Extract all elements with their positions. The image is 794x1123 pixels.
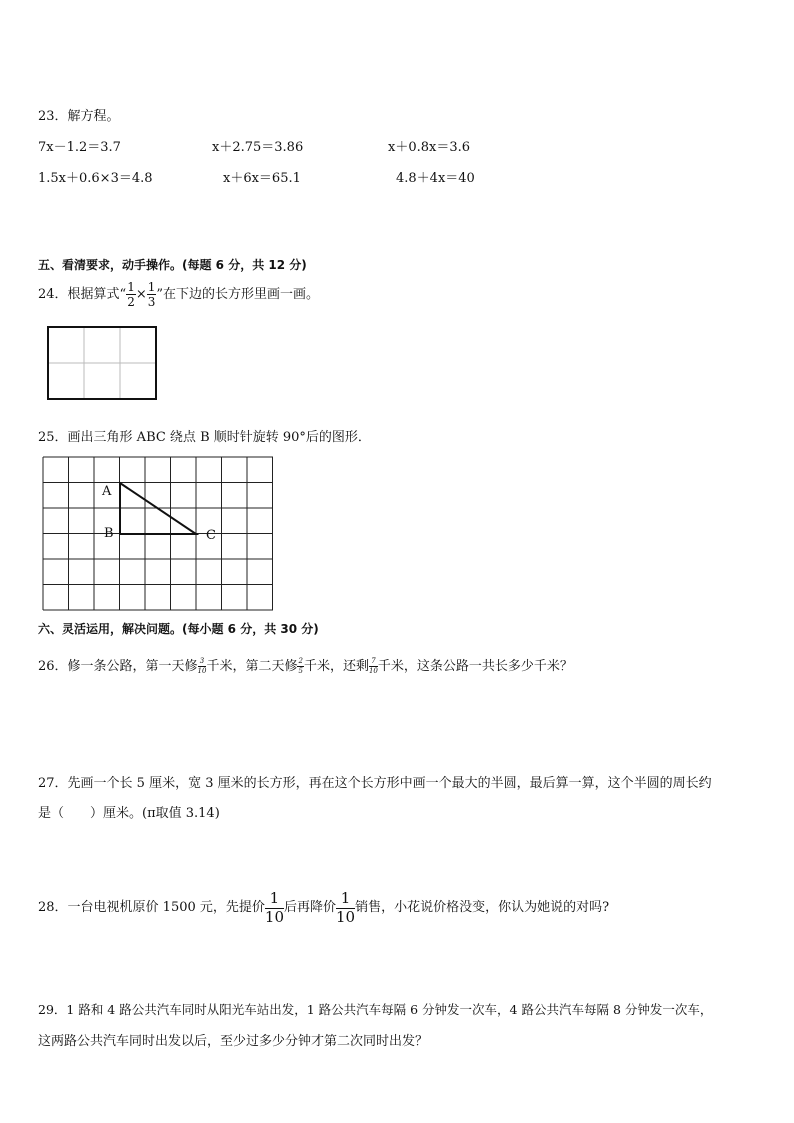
q24-suffix: ”在下边的长方形里画一画。 xyxy=(156,287,320,302)
times-sign: × xyxy=(135,287,147,302)
fraction-numerator: 1 xyxy=(147,280,156,294)
q29-line-1: 29．1 路和 4 路公共汽车同时从阳光车站出发，1 路公共汽车每隔 6 分钟发一次车，4 路公共汽车每隔 8 分钟发一次车， xyxy=(38,1002,713,1017)
q28-text xyxy=(38,888,609,928)
fraction-denominator: 3 xyxy=(147,295,156,309)
q24-fraction-third xyxy=(147,281,157,308)
q25-grid[interactable] xyxy=(42,456,276,612)
q26-part-2: 千米，第二天修 xyxy=(206,659,298,674)
fraction-denominator: 10 xyxy=(197,667,207,675)
q28-part-1: 28．一台电视机原价 1500 元，先提价 xyxy=(38,900,265,915)
q28-part-2: 后再降价 xyxy=(284,900,337,915)
fraction-denominator: 10 xyxy=(264,907,284,926)
fraction-denominator: 10 xyxy=(368,667,378,675)
vertex-label-a: A xyxy=(102,484,112,499)
q24-text xyxy=(38,278,319,312)
section-6-title: 六、灵活运用，解决问题。(每小题 6 分，共 30 分) xyxy=(38,622,319,636)
fraction-denominator: 5 xyxy=(298,667,303,675)
q26-part-1: 26．修一条公路，第一天修 xyxy=(38,659,198,674)
q27-line-1: 27．先画一个长 5 厘米，宽 3 厘米的长方形，再在这个长方形中画一个最大的半圆，最后算一算，这个半圆的周长约 xyxy=(38,776,712,791)
q24-fraction-half xyxy=(126,281,136,308)
q23-title: 23．解方程。 xyxy=(38,109,120,124)
equation-2: x＋2.75＝3.86 xyxy=(212,140,304,155)
fraction-numerator: 3 xyxy=(198,658,207,667)
q27-line-2: 是（ ）厘米。(π取值 3.14) xyxy=(38,806,220,821)
section-5-title: 五、看清要求，动手操作。(每题 6 分，共 12 分) xyxy=(38,258,307,272)
q25-title: 25．画出三角形 ABC 绕点 B 顺时针旋转 90°后的图形． xyxy=(38,430,371,445)
fraction-numerator: 2 xyxy=(298,657,303,665)
q28-part-3: 销售，小花说价格没变，你认为她说的对吗? xyxy=(355,900,610,915)
q26-fraction-3 xyxy=(369,658,378,675)
equation-3: x＋0.8x＝3.6 xyxy=(388,140,471,155)
equation-5: x＋6x＝65.1 xyxy=(223,171,301,186)
fraction-numerator: 1 xyxy=(336,891,355,909)
q26-part-4: 千米，这条公路一共长多少千米？ xyxy=(377,659,573,674)
q24-prefix: 24．根据算式“ xyxy=(38,287,127,302)
q28-fraction-2 xyxy=(336,888,356,926)
fraction-denominator: 2 xyxy=(127,295,135,309)
q26-text xyxy=(38,653,573,681)
fraction-numerator: 1 xyxy=(127,280,135,294)
fraction-denominator: 10 xyxy=(336,907,356,926)
q28-fraction-1 xyxy=(264,888,284,926)
q29-line-2: 这两路公共汽车同时出发以后，至少过多少分钟才第二次同时出发？ xyxy=(38,1034,429,1049)
equation-6: 4.8＋4x＝40 xyxy=(396,171,475,186)
fraction-numerator: 7 xyxy=(369,658,378,667)
equation-4: 1.5x＋0.6×3＝4.8 xyxy=(38,171,153,186)
fraction-numerator: 1 xyxy=(265,891,284,909)
q24-rectangle-grid[interactable] xyxy=(46,325,160,401)
equation-1: 7x－1.2＝3.7 xyxy=(38,140,121,155)
vertex-label-b: B xyxy=(104,526,114,541)
q26-part-3: 千米，还剩 xyxy=(303,659,369,674)
vertex-label-c: C xyxy=(206,528,216,543)
